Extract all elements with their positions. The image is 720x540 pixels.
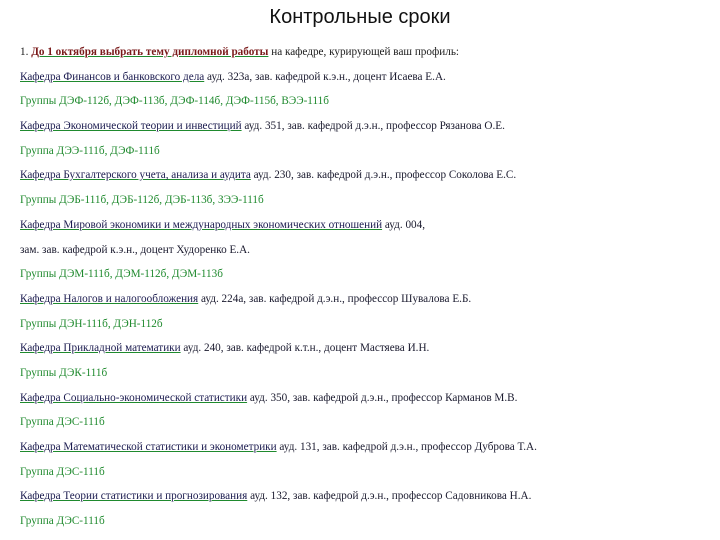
group-list-line: Группа ДЭС-111б xyxy=(20,416,105,429)
department-name: Кафедра Прикладной математики xyxy=(20,342,181,355)
group-list-line: Группы ДЭФ-112б, ДЭФ-113б, ДЭФ-114б, ДЭФ-115б, ВЭЭ-111б xyxy=(20,95,329,108)
page-title: Контрольные сроки xyxy=(269,6,451,28)
department-details: ауд. 240, зав. кафедрой к.т.н., доцент Мастяева И.Н. xyxy=(180,342,430,355)
department-line xyxy=(20,213,715,238)
department-name: Кафедра Финансов и банковского дела xyxy=(20,70,205,83)
department-line xyxy=(20,65,715,90)
department-name: Кафедра Мировой экономики и международных экономических отношений xyxy=(20,218,383,231)
department-name: Кафедра Экономической теории и инвестиций xyxy=(20,120,242,133)
intro-number: 1. xyxy=(20,46,29,58)
department-name: Кафедра Бухгалтерского учета, анализа и аудита xyxy=(20,169,251,182)
department-details: зам. зав. кафедрой к.э.н., доцент Худоренко Е.А. xyxy=(20,243,250,256)
group-list-line: Группы ДЭН-111б, ДЭН-112б xyxy=(20,317,163,330)
department-name: Кафедра Социально-экономической статистики xyxy=(20,391,248,404)
group-list-line: Группа ДЭС-111б xyxy=(20,515,105,528)
group-list-line: Группы ДЭК-111б xyxy=(20,366,108,379)
department-name: Кафедра Налогов и налогообложения xyxy=(20,292,199,305)
department-details: ауд. 351, зав. кафедрой д.э.н., профессор Рязанова О.Е. xyxy=(241,120,505,133)
department-name: Кафедра Теории статистики и прогнозирования xyxy=(20,490,248,503)
department-line xyxy=(20,163,715,188)
group-list-line: Группа ДЭС-111б xyxy=(20,465,105,478)
department-line xyxy=(20,114,715,139)
intro-text: на кафедре, курирующей ваш профиль: xyxy=(268,46,460,58)
group-list-line: Группы ДЭБ-111б, ДЭБ-112б, ДЭБ-113б, ЗЭЭ-111б xyxy=(20,194,264,207)
group-list-line: Группа ДЭЭ-111б, ДЭФ-111б xyxy=(20,144,160,157)
document-body xyxy=(20,40,715,534)
intro-line xyxy=(20,40,715,65)
group-list-line: Группы ДЭМ-111б, ДЭМ-112б, ДЭМ-113б xyxy=(20,268,223,281)
department-details: ауд. 132, зав. кафедрой д.э.н., профессор Садовникова Н.А. xyxy=(247,490,532,503)
department-line xyxy=(20,484,715,509)
department-line xyxy=(20,238,715,263)
department-details: ауд. 230, зав. кафедрой д.э.н., профессор Соколова Е.С. xyxy=(250,169,517,182)
department-line xyxy=(20,435,715,460)
department-line xyxy=(20,287,715,312)
department-details: ауд. 131, зав. кафедрой д.э.н., профессор Дуброва Т.А. xyxy=(276,441,537,453)
intro-deadline: До 1 октября выбрать тему дипломной работы xyxy=(31,46,269,58)
department-details: ауд. 004, xyxy=(382,218,426,231)
department-line xyxy=(20,386,715,411)
department-name: Кафедра Математической статистики и эконометрики xyxy=(20,441,277,453)
department-details: ауд. 224а, зав. кафедрой д.э.н., профессор Шувалова Е.Б. xyxy=(198,292,472,305)
department-line xyxy=(20,336,715,361)
department-details: ауд. 323а, зав. кафедрой к.э.н., доцент Исаева Е.А. xyxy=(204,70,446,83)
department-details: ауд. 350, зав. кафедрой д.э.н., профессор Карманов М.В. xyxy=(247,391,518,404)
